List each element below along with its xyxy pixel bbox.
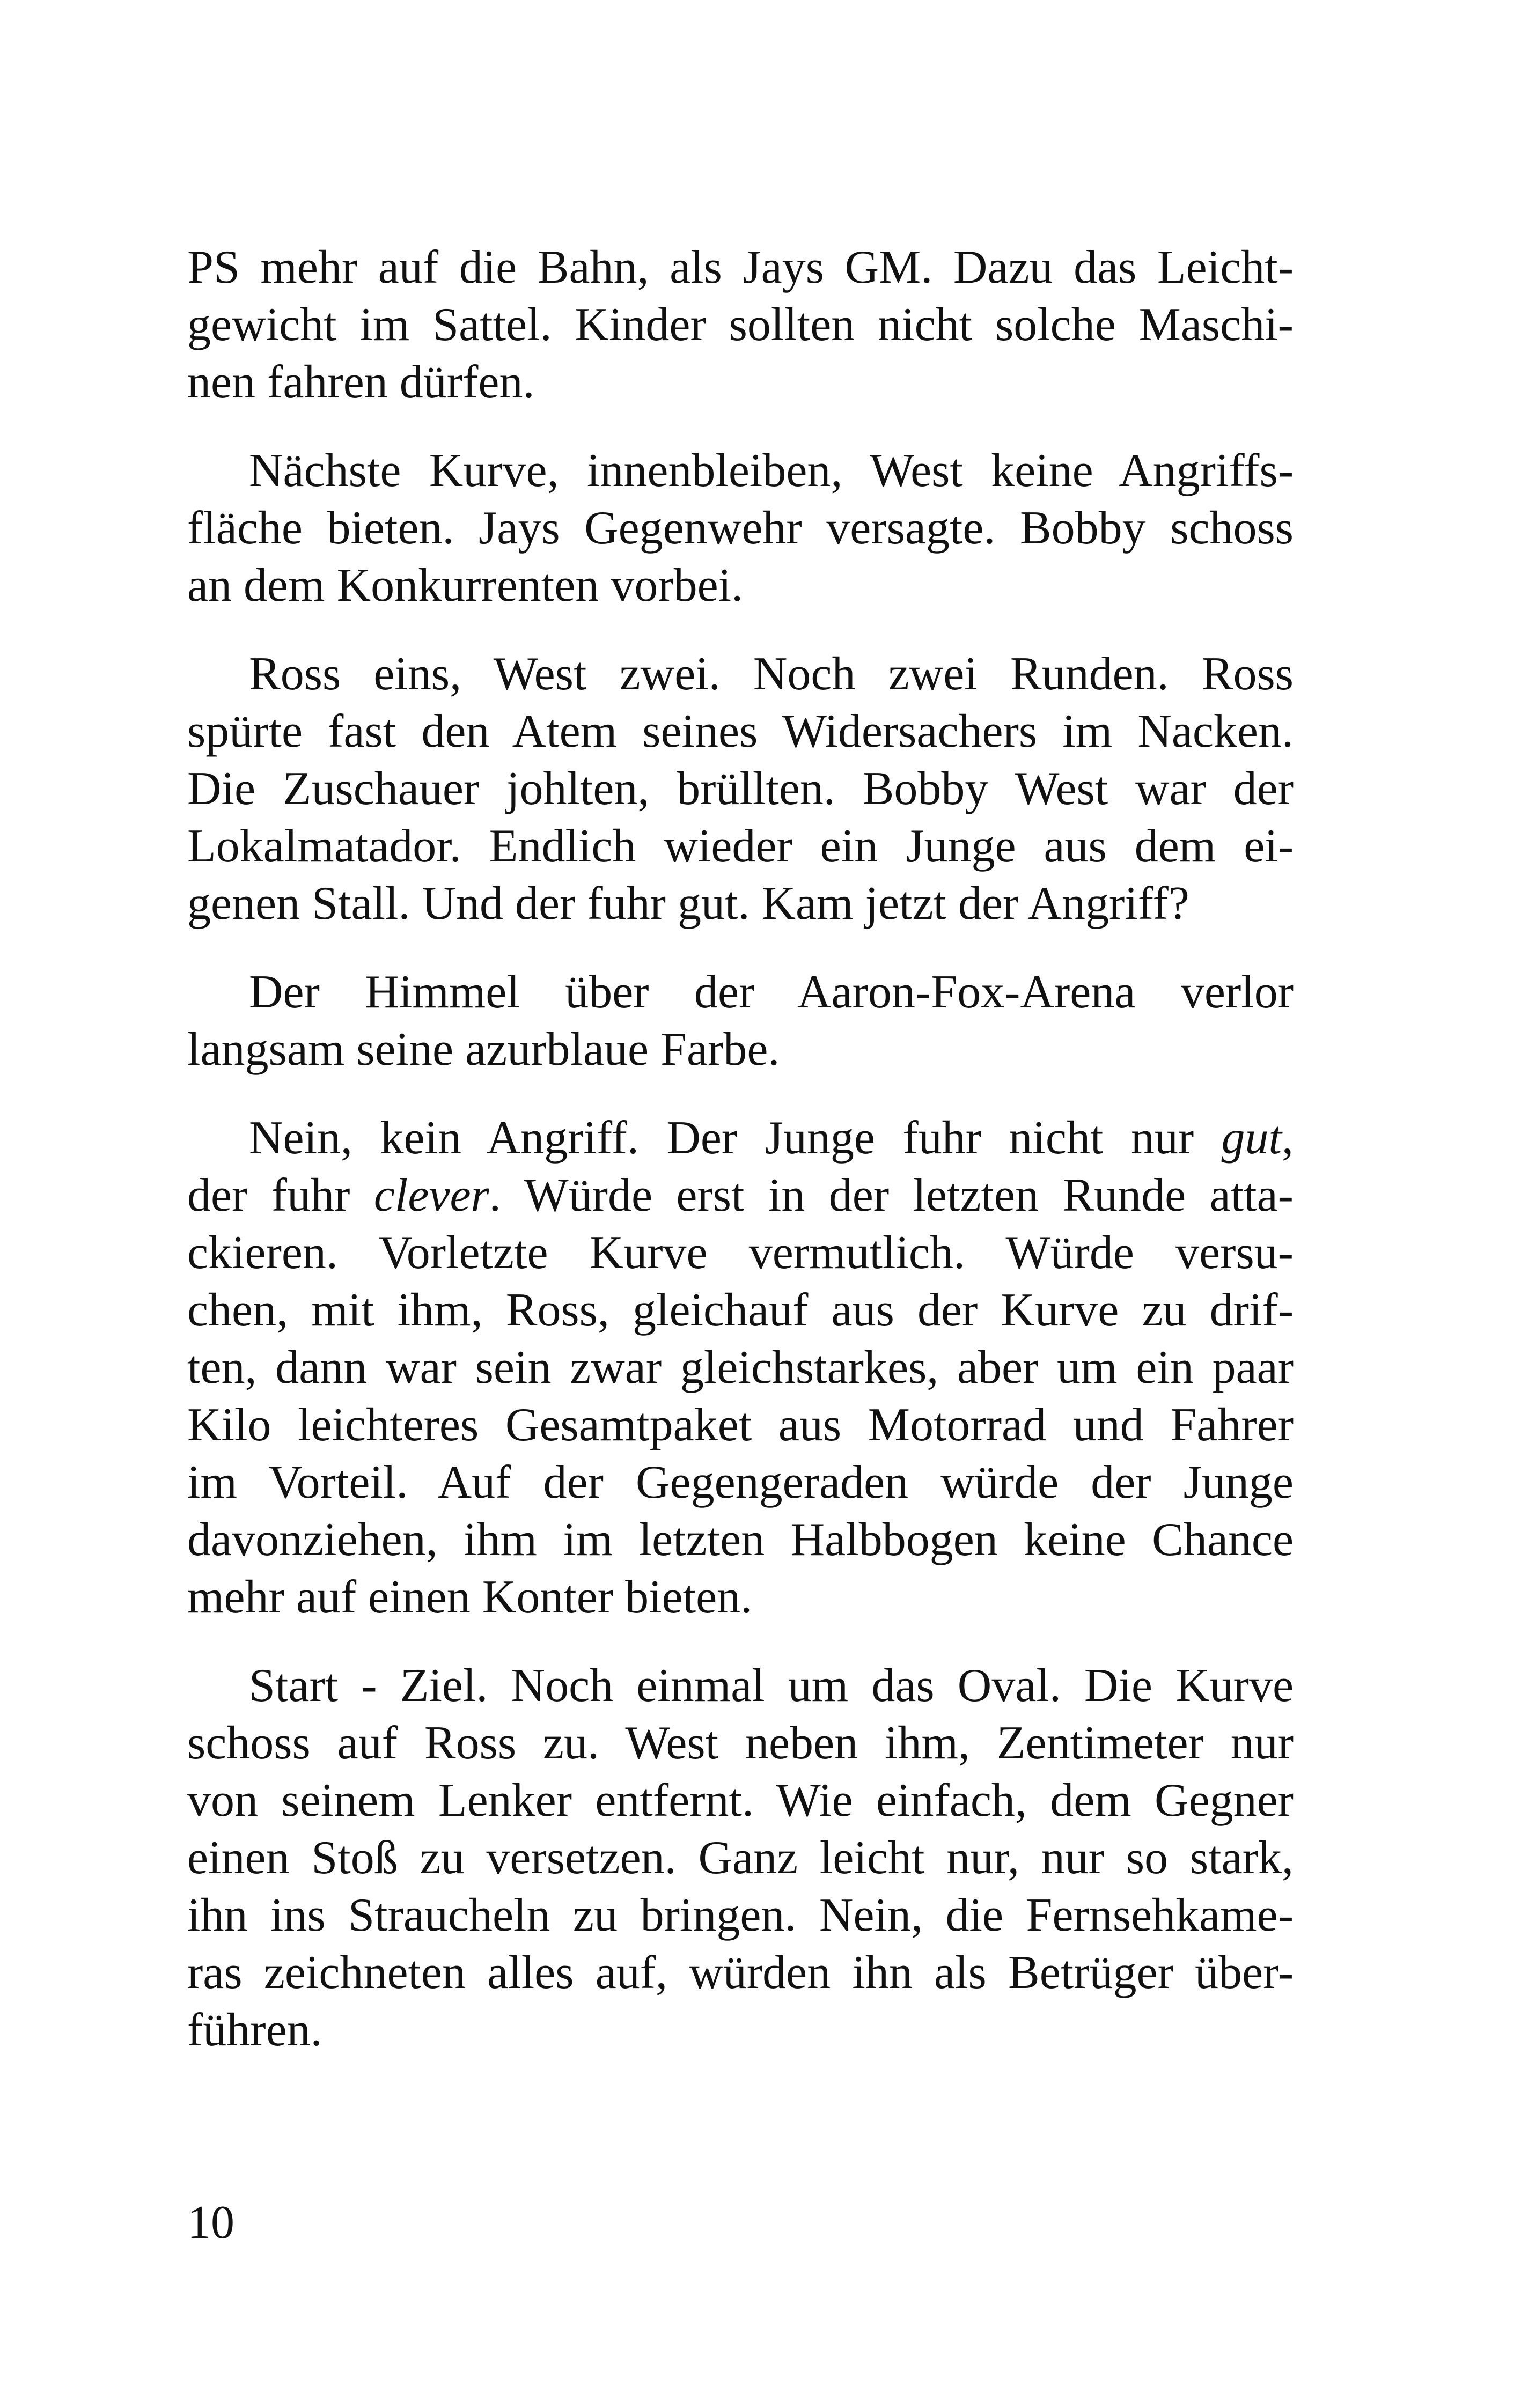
text-line: gewicht im Sattel. Kinder sollten nicht solche Maschi- [187,299,1294,351]
page-number: 10 [187,2197,234,2249]
paragraph [187,239,1294,411]
text-line [187,1167,1294,1224]
text-line: ihn ins Straucheln zu bringen. Nein, die Fernsehkame- [187,1889,1294,1941]
text-segment: der fuhr [187,1169,374,1221]
text-line: einen Stoß zu versetzen. Ganz leicht nur, nur so stark, [187,1832,1294,1884]
paragraph [187,442,1294,614]
text-line: Ross eins, West zwei. Noch zwei Runden. Ross [249,648,1294,700]
emphasis: clever [373,1169,489,1221]
text-line: davonziehen, ihm im letzten Halbbogen keine Chance [187,1514,1294,1566]
text-line: Kilo leichteres Gesamtpaket aus Motorrad und Fahrer [187,1399,1294,1451]
paragraph [187,1657,1294,2059]
text-segment: Nein, kein Angriff. Der Junge fuhr nicht nur [249,1112,1222,1164]
text-line: nen fahren dürfen. [187,356,535,408]
text-line: führen. [187,2004,322,2056]
text-line: im Vorteil. Auf der Gegengeraden würde der Junge [187,1456,1294,1508]
text-line: Der Himmel über der Aaron-Fox-Arena verlor [249,966,1294,1018]
text-segment: , [1282,1112,1294,1164]
text-line: Lokalmatador. Endlich wieder ein Junge aus dem ei- [187,820,1294,872]
paragraph [187,963,1294,1078]
text-line: ras zeichneten alles auf, würden ihn als Betrüger über- [187,1947,1294,1999]
text-line: PS mehr auf die Bahn, als Jays GM. Dazu das Leicht- [187,241,1294,293]
text-line: ten, dann war sein zwar gleichstarkes, aber um ein paar [187,1342,1294,1394]
text-line: mehr auf einen Konter bieten. [187,1571,753,1623]
text-line: langsam seine azurblaue Farbe. [187,1023,780,1076]
body-text [187,239,1294,2090]
text-line: schoss auf Ross zu. West neben ihm, Zentimeter nur [187,1717,1294,1769]
text-line: spürte fast den Atem seines Widersachers im Nacken. [187,705,1294,757]
text-line: an dem Konkurrenten vorbei. [187,559,744,612]
text-line [187,1109,1294,1167]
text-line: von seinem Lenker entfernt. Wie einfach, dem Gegner [187,1774,1294,1827]
text-line: genen Stall. Und der fuhr gut. Kam jetzt der Angriff? [187,878,1189,930]
text-line: Nächste Kurve, innenbleiben, West keine Angriffs- [249,445,1294,497]
text-line: chen, mit ihm, Ross, gleichauf aus der Kurve zu drif- [187,1284,1294,1336]
paragraph [187,645,1294,932]
paragraph [187,1109,1294,1626]
emphasis: gut [1221,1112,1282,1164]
text-line: Die Zuschauer johlten, brüllten. Bobby West war der [187,763,1294,815]
text-line: Start - Ziel. Noch einmal um das Oval. Die Kurve [249,1660,1294,1712]
text-segment: . Würde erst in der letzten Runde atta- [489,1169,1294,1221]
text-line: ckieren. Vorletzte Kurve vermutlich. Würde versu- [187,1227,1294,1279]
text-line: fläche bieten. Jays Gegenwehr versagte. Bobby schoss [187,502,1294,554]
